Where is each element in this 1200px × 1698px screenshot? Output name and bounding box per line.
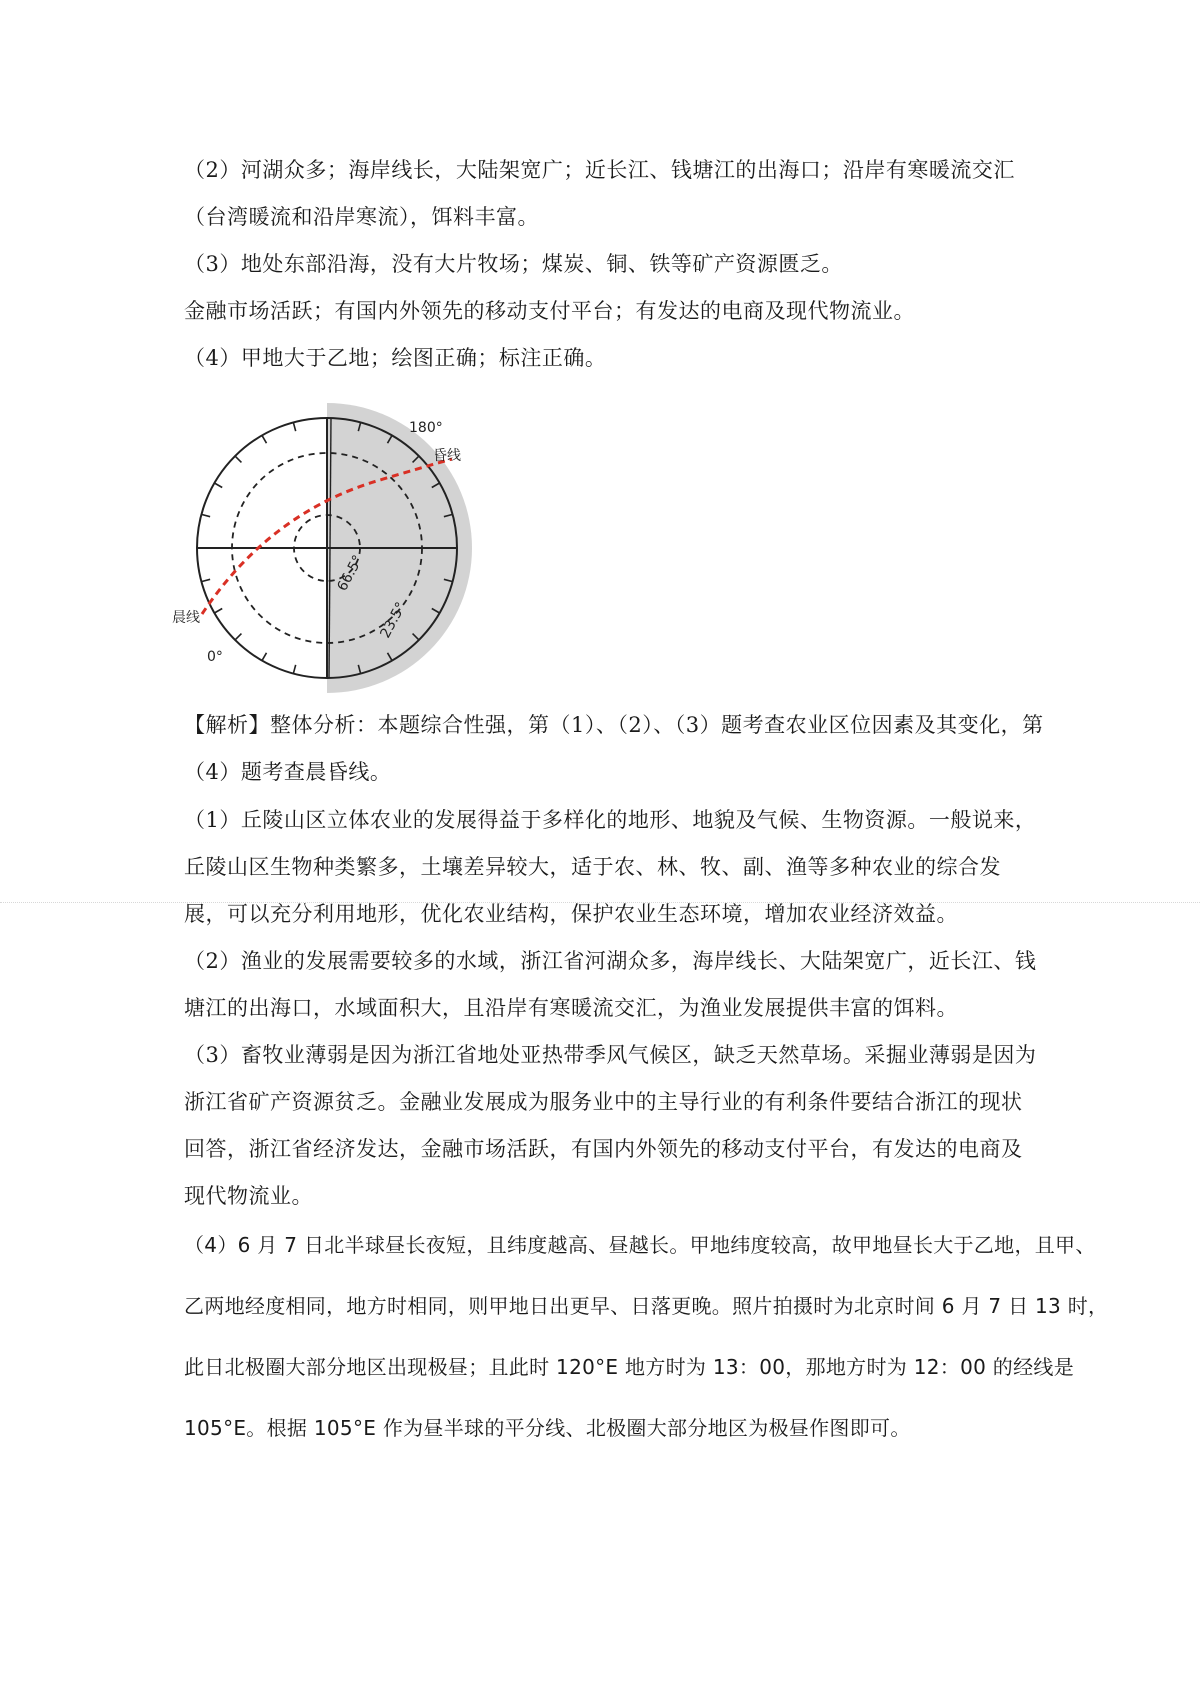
label-180: 180° (409, 420, 443, 436)
tick-mark (201, 579, 210, 581)
tick-mark (262, 435, 267, 443)
label-dawn: 晨线 (172, 610, 200, 626)
tick-mark (201, 514, 210, 516)
analysis-p3-line1: （3）畜牧业薄弱是因为浙江省地处亚热带季风气候区，缺乏天然草场。采掘业薄弱是因为 (184, 1043, 1037, 1067)
analysis-p4-line1: （4）6 月 7 日北半球昼长夜短，且纬度越高、昼越长。甲地纬度较高，故甲地昼长大于乙地，且甲、 (184, 1233, 1096, 1257)
tick-mark (262, 653, 267, 661)
analysis-p3-line3: 回答，浙江省经济发达，金融市场活跃，有国内外领先的移动支付平台，有发达的电商及 (184, 1137, 1023, 1161)
tick-mark (235, 634, 241, 640)
analysis-p3-line4: 现代物流业。 (184, 1184, 313, 1208)
analysis-intro-line1: 【解析】整体分析：本题综合性强，第（1）、（2）、（3）题考查农业区位因素及其变化，第 (184, 713, 1044, 737)
analysis-p1-line2: 丘陵山区生物种类繁多，土壤差异较大，适于农、林、牧、副、渔等多种农业的综合发 (184, 855, 1001, 879)
tick-mark (293, 665, 295, 674)
tick-mark (214, 483, 222, 488)
analysis-p1-line1: （1）丘陵山区立体农业的发展得益于多样化的地形、地貌及气候、生物资源。一般说来， (184, 808, 1037, 832)
analysis-p2-line2: 塘江的出海口，水域面积大，且沿岸有寒暖流交汇，为渔业发展提供丰富的饵料。 (184, 996, 958, 1020)
label-dusk: 昏线 (433, 448, 461, 464)
analysis-p1-line3: 展，可以充分利用地形，优化农业结构，保护农业生态环境，增加农业经济效益。 (184, 902, 958, 926)
analysis-p2-line1: （2）渔业的发展需要较多的水域，浙江省河湖众多，海岸线长、大陆架宽广，近长江、钱 (184, 949, 1037, 973)
tick-mark (293, 422, 295, 431)
answer-q4-line1: （4）甲地大于乙地；绘图正确；标注正确。 (184, 346, 607, 370)
analysis-p4-line3: 此日北极圈大部分地区出现极昼；且此时 120°E 地方时为 13：00，那地方时为 12：00 的经线是 (184, 1355, 1074, 1379)
label-66-5: 66.5° (334, 552, 367, 594)
label-23-5: 23.5° (377, 599, 410, 641)
polar-view-diagram (172, 392, 510, 692)
analysis-p3-line2: 浙江省矿产资源贫乏。金融业发展成为服务业中的主导行业的有利条件要结合浙江的现状 (184, 1090, 1023, 1114)
label-0: 0° (207, 649, 223, 665)
answer-q2-line1: （2）河湖众多；海岸线长，大陆架宽广；近长江、钱塘江的出海口；沿岸有寒暖流交汇 (184, 158, 1015, 182)
analysis-p4-line2: 乙两地经度相同，地方时相同，则甲地日出更早、日落更晚。照片拍摄时为北京时间 6 月 7 日 13 时， (184, 1294, 1109, 1318)
answer-q2-line2: （台湾暖流和沿岸寒流），饵料丰富。 (184, 205, 539, 229)
analysis-p4-line4: 105°E。根据 105°E 作为昼半球的平分线、北极圈大部分地区为极昼作图即可。 (184, 1416, 911, 1440)
tick-mark (235, 456, 241, 462)
tick-mark (214, 609, 222, 614)
analysis-intro-line2: （4）题考查晨昏线。 (184, 760, 392, 784)
answer-q3-line2: 金融市场活跃；有国内外领先的移动支付平台；有发达的电商及现代物流业。 (184, 299, 915, 323)
answer-q3-line1: （3）地处东部沿海，没有大片牧场；煤炭、铜、铁等矿产资源匮乏。 (184, 252, 843, 276)
